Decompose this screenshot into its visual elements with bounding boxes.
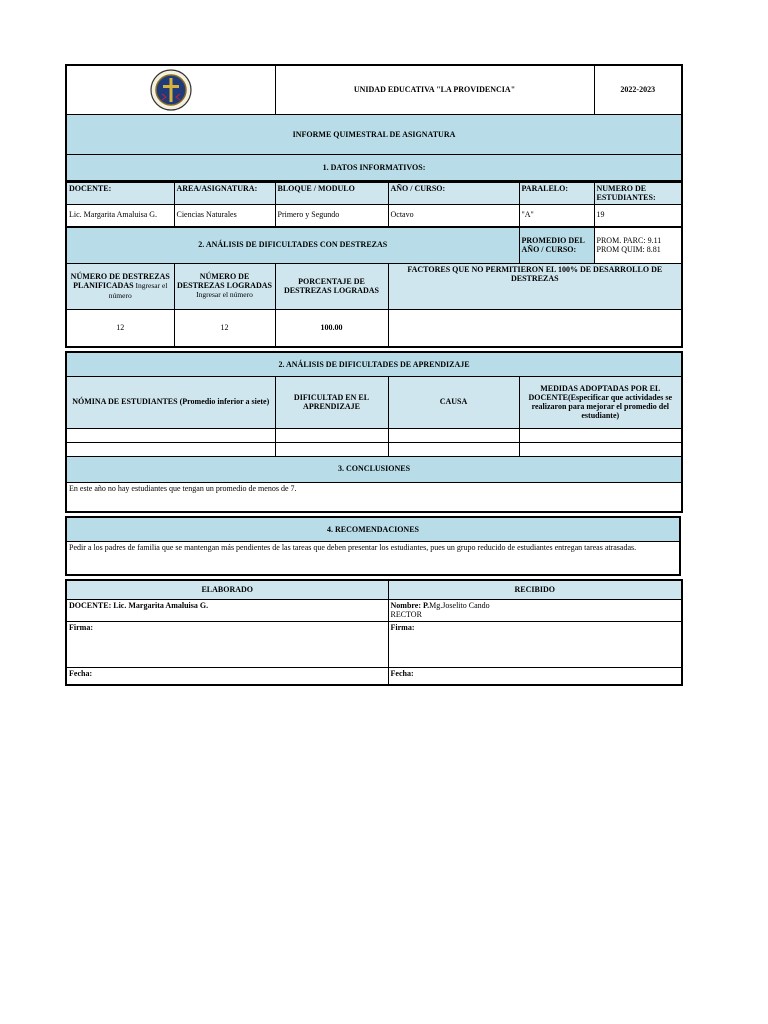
recibido-nombre [388, 599, 682, 621]
medidas-cell [519, 428, 682, 442]
recomendaciones-text: Pedir a los padres de familia que se mantengan más pendientes de las tareas que deben presentar los estudiantes, pues un grupo reducido de estudiantes entregan tareas atrasadas. [66, 541, 680, 575]
datos-table [65, 182, 683, 227]
recibido-fecha: Fecha: [388, 667, 682, 685]
recomendaciones-section-title: 4. RECOMENDACIONES [66, 517, 680, 541]
destrezas-table [65, 227, 683, 349]
elaborado-fecha: Fecha: [66, 667, 388, 685]
docente-value: Lic. Margarita Amaluisa G. [66, 204, 174, 226]
conclusiones-section-title: 3. CONCLUSIONES [66, 456, 682, 482]
porcentaje-header: PORCENTAJE DE DESTREZAS LOGRADAS [275, 263, 388, 309]
numero-estudiantes-label: NUMERO DE ESTUDIANTES: [594, 182, 682, 204]
planificadas-hint: Ingresar el número [108, 280, 168, 300]
school-name: UNIDAD EDUCATIVA "LA PROVIDENCIA" [275, 65, 594, 115]
header-table [65, 64, 683, 182]
aprendizaje-section-title: 2. ANÁLISIS DE DIFICULTADES DE APRENDIZAJE [66, 352, 682, 376]
elaborado-firma: Firma: [66, 621, 388, 667]
recomendaciones-table [65, 516, 681, 576]
logradas-header [174, 263, 275, 309]
causa-cell [388, 442, 519, 456]
area-value: Ciencias Naturales [174, 204, 275, 226]
logo-cell [66, 65, 275, 115]
nombre-label: Nombre: P. [390, 600, 430, 610]
school-seal-icon [149, 67, 193, 113]
report-title: INFORME QUIMESTRAL DE ASIGNATURA [66, 115, 682, 155]
bloque-label: BLOQUE / MODULO [275, 182, 388, 204]
logradas-title: NÚMERO DE DESTREZAS LOGRADAS [177, 272, 272, 291]
table-row [66, 442, 682, 456]
planificadas-title: NÚMERO DE DESTREZAS PLANIFICADAS [70, 271, 170, 290]
bloque-value: Primero y Segundo [275, 204, 388, 226]
numero-estudiantes-value: 19 [594, 204, 682, 226]
school-year: 2022-2023 [594, 65, 682, 115]
elaborado-docente: DOCENTE: Lic. Margarita Amaluisa G. [66, 599, 388, 621]
dificultad-cell [275, 428, 388, 442]
firmas-table [65, 579, 683, 686]
planificadas-value: 12 [66, 309, 174, 347]
nomina-cell [66, 442, 275, 456]
rector-label: RECTOR [390, 609, 422, 619]
table-row [66, 428, 682, 442]
causa-cell [388, 428, 519, 442]
nomina-header: NÓMINA DE ESTUDIANTES (Promedio inferior a siete) [66, 376, 275, 428]
paralelo-value: "A" [519, 204, 594, 226]
dificultad-header: DIFICULTAD EN EL APRENDIZAJE [275, 376, 388, 428]
logradas-value: 12 [174, 309, 275, 347]
paralelo-label: PARALELO: [519, 182, 594, 204]
prom-quim: PROM QUIM: 8.81 [596, 245, 661, 254]
recibido-header: RECIBIDO [388, 580, 682, 599]
area-label: AREA/ASIGNATURA: [174, 182, 275, 204]
medidas-header: MEDIDAS ADOPTADAS POR EL DOCENTE(Especificar que actividades se realizaron para mejorar el promedio del estudiante) [519, 376, 682, 428]
dificultad-cell [275, 442, 388, 456]
report-sheet [65, 64, 681, 686]
factores-value [388, 309, 682, 347]
factores-header: FACTORES QUE NO PERMITIERON EL 100% DE DESARROLLO DE DESTREZAS [388, 263, 682, 309]
docente-label: DOCENTE: [66, 182, 174, 204]
datos-section-title: 1. DATOS INFORMATIVOS: [66, 155, 682, 181]
destrezas-section-title: 2. ANÁLISIS DE DIFICULTADES CON DESTREZAS [66, 227, 519, 263]
aprendizaje-table [65, 351, 683, 513]
causa-header: CAUSA [388, 376, 519, 428]
planificadas-header [66, 263, 174, 309]
recibido-firma: Firma: [388, 621, 682, 667]
prom-parc: PROM. PARC: 9.11 [596, 235, 662, 245]
medidas-cell [519, 442, 682, 456]
porcentaje-value: 100.00 [275, 309, 388, 347]
promedio-label: PROMEDIO DEL AÑO / CURSO: [519, 227, 594, 263]
logradas-hint: Ingresar el número [196, 290, 253, 300]
ano-label: AÑO / CURSO: [388, 182, 519, 204]
ano-value: Octavo [388, 204, 519, 226]
conclusiones-text: En este año no hay estudiantes que tengan un promedio de menos de 7. [66, 482, 682, 512]
nomina-cell [66, 428, 275, 442]
promedio-values [594, 227, 682, 263]
nombre-value: Mg.Joselito Cando [429, 600, 490, 610]
elaborado-header: ELABORADO [66, 580, 388, 599]
